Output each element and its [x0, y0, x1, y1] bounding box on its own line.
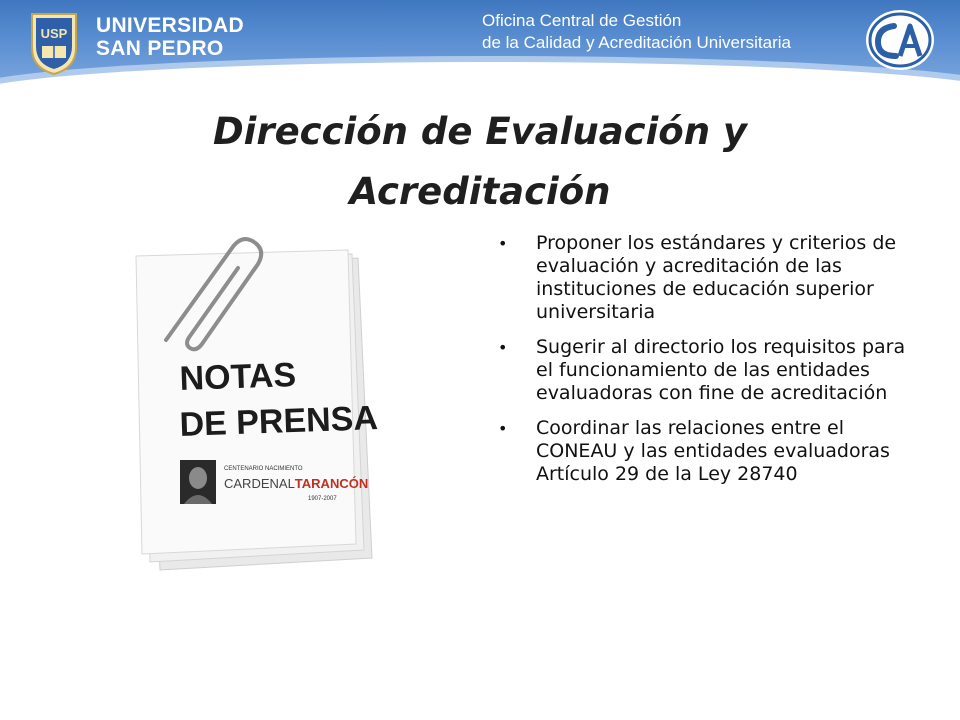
- svg-text:CARDENALTARANCÓN: [224, 476, 368, 491]
- quality-office-logo-icon: [864, 8, 936, 72]
- office-name-line-1: Oficina Central de Gestión: [482, 11, 682, 30]
- press-notes-image: [120, 228, 388, 578]
- list-item: [498, 417, 918, 486]
- header-band: [0, 0, 960, 92]
- press-caption-small: CENTENARIO NACIMIENTO: [224, 466, 303, 472]
- bullet-text: Coordinar las relaciones entre el CONEAU y las entidades evaluadoras Artículo 29 de la Ley 28740: [536, 417, 890, 485]
- slide-title-line-1: Dirección de Evaluación y: [212, 110, 748, 153]
- press-headline-line-1: NOTAS: [178, 355, 297, 398]
- press-headline-line-2: DE PRENSA: [178, 399, 379, 444]
- bullet-dot: •: [498, 338, 508, 357]
- list-item: [498, 232, 918, 324]
- press-caption-years: 1907-2007: [308, 496, 337, 502]
- bullet-dot: •: [498, 419, 508, 438]
- university-name: [96, 14, 244, 60]
- list-item: [498, 336, 918, 405]
- press-caption-name-accent: TARANCÓN: [294, 476, 369, 491]
- university-crest-icon: [26, 8, 82, 76]
- bullet-text: Proponer los estándares y criterios de evaluación y acreditación de las instituciones de educación superior universitaria: [536, 232, 897, 323]
- bullet-text: Sugerir al directorio los requisitos para el funcionamiento de las entidades evaluadoras con fine de acreditación: [536, 336, 906, 404]
- crest-letters: USP: [40, 26, 68, 41]
- bullet-list: [498, 232, 918, 498]
- slide-title: [110, 102, 850, 222]
- bullet-dot: •: [498, 234, 508, 253]
- university-name-line-2: SAN PEDRO: [96, 37, 224, 60]
- university-name-line-1: UNIVERSIDAD: [96, 14, 244, 37]
- press-caption-name: CARDENAL: [224, 476, 295, 491]
- slide-title-line-2: Acreditación: [349, 170, 611, 213]
- office-name: [482, 10, 791, 54]
- office-name-line-2: de la Calidad y Acreditación Universitaria: [482, 33, 791, 52]
